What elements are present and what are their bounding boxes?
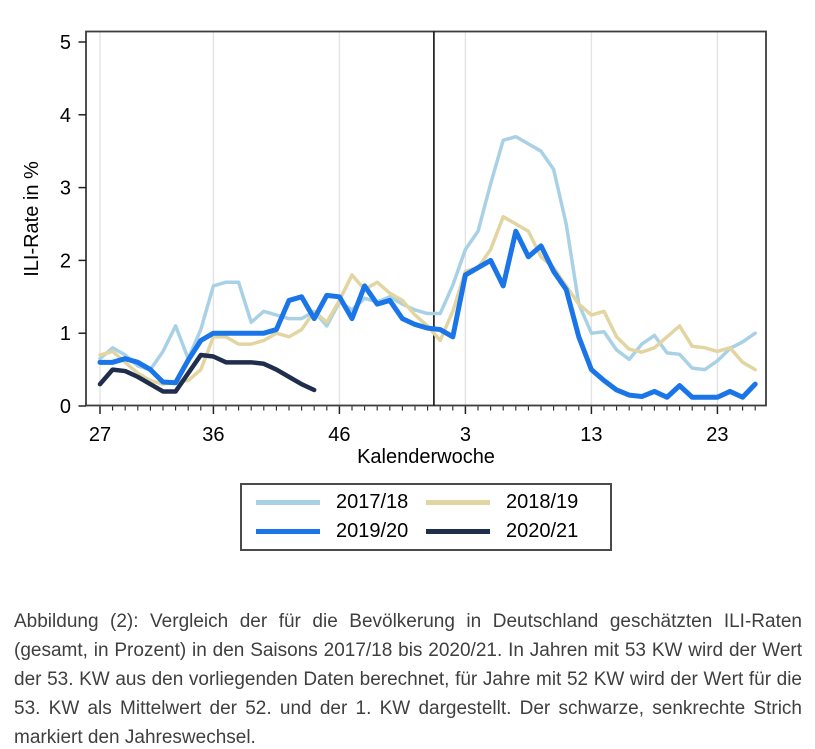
y-tick-label-2: 2 [59,250,71,273]
x-tick-label-13: 13 [580,424,603,446]
legend-swatch-2020-21-line [426,529,490,534]
figure-caption: Abbildung (2): Vergleich der für die Bevölkerung in Deutschland geschätzten ILI-Raten (gesamt, in Prozent) in den Saisons 2017/18 bis 2020/21. In Jahren mit 53 KW wird der Wert der 53. KW aus den vorliegenden Daten berechnet, für Jahre mit 52 KW wird der Wert für die 53. KW als Mittelwert der 52. und der 1. KW dargestellt. Der schwarze, senkrechte Strich markiert den Jahreswechsel. [14,611,802,748]
y-tick-label-1: 1 [59,323,71,346]
x-tick-label-3: 3 [459,424,471,446]
legend-swatch-2018-19-line [426,500,490,505]
legend-item-2018-19 [426,491,596,514]
y-tick-label-4: 4 [59,104,71,127]
x-tick-label-27: 27 [88,424,112,446]
x-tick-label-23: 23 [706,424,729,446]
legend-label: 2017/18 [336,491,409,514]
y-tick-label-3: 3 [59,177,71,200]
y-axis-title: ILI-Rate in % [21,161,43,277]
legend-label: 2019/20 [336,519,409,542]
legend-label: 2018/19 [506,491,579,514]
x-tick-label-36: 36 [202,424,225,446]
series-line-2017-18 [100,137,755,370]
x-axis-title: Kalenderwoche [357,446,495,468]
legend-row-1 [256,489,596,517]
legend-swatch-2017-18-line [256,500,320,505]
legend-item-2017-18 [256,491,426,514]
legend-swatch-2019-20-line [256,529,320,534]
legend-row-2 [256,517,596,545]
legend-item-2019-20 [256,520,426,543]
y-tick-label-0: 0 [59,396,71,418]
chart-legend [240,483,612,551]
legend-item-2020-21 [426,520,596,543]
x-tick-label-46: 46 [328,424,351,446]
legend-label: 2020/21 [506,519,579,542]
y-tick-label-5: 5 [59,32,71,54]
